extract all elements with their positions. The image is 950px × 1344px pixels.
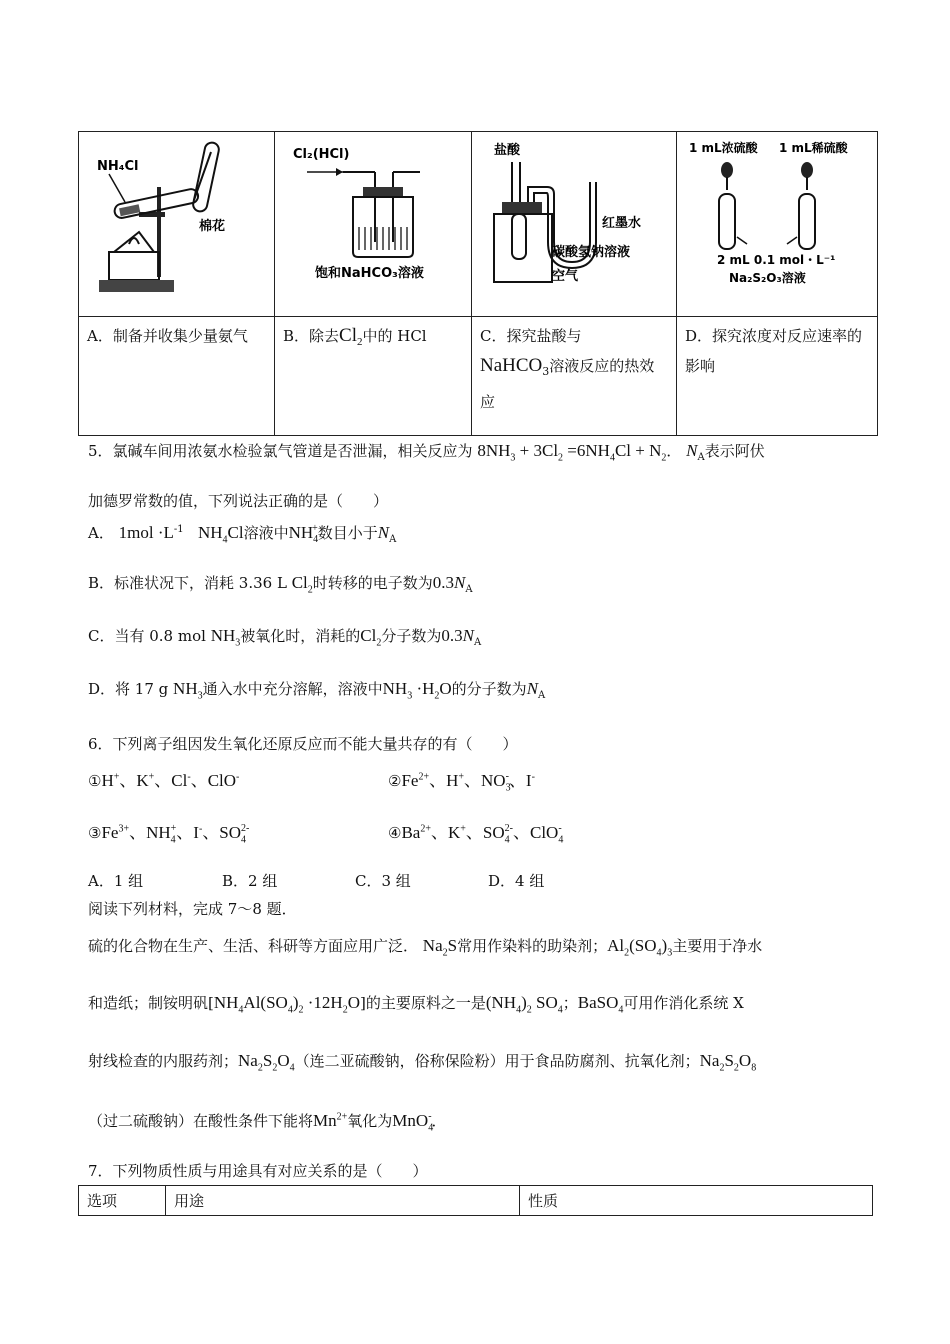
nh4cl-label: NH₄Cl — [97, 159, 139, 174]
cotton-label: 棉花 — [199, 219, 226, 234]
sodium-bicarbonate-label: 碳酸氢钠溶液 — [552, 245, 631, 260]
thiosulfate-label: Na₂S₂O₃溶液 — [729, 271, 806, 285]
red-ink-label: 红墨水 — [602, 216, 642, 231]
gas-washing-diagram — [275, 132, 471, 312]
q6-group-4: $④Ba^{2+}$、K+、$SO_4^{2-}$、ClO$_4$- — [388, 823, 564, 846]
ammonia-preparation-diagram — [79, 132, 274, 312]
apparatus-table — [78, 131, 878, 436]
dilute-acid-label: 1 mL稀硫酸 — [779, 141, 848, 155]
q5-option-d: D．将 17 g $NH_3$通入水中充分溶解，溶液中$NH_3 \cdot H_2O$的分子数为$N_A$ — [88, 679, 546, 702]
material-line-3: 射线检查的内服药剂；$Na_2S_2O_4$（连二亚硫酸钠，俗称保险粉）用于食品防腐剂、抗氧化剂；$Na_2S_2O_8$ — [88, 1051, 757, 1074]
rate-comparison-diagram — [677, 132, 877, 312]
q5-stem: 5．氯碱车间用浓氨水检验氯气管道是否泄漏，相关反应为 $8NH_3 + 3Cl_2 =6NH_4Cl + N_2$． $N_A$表示阿伏 — [88, 441, 765, 464]
material-intro: 阅读下列材料，完成 7～8 题． — [88, 900, 297, 918]
q6-choice-b: B．2 组 — [222, 872, 278, 890]
cl2-hcl-label: Cl₂(HCl) — [293, 147, 350, 162]
amount-label: 2 mL 0.1 mol・L⁻¹ — [717, 253, 836, 267]
q7-table — [78, 1185, 873, 1216]
q7-header-use: 用途 — [166, 1186, 520, 1216]
apparatus-c-image — [472, 132, 677, 317]
q6-choice-a: A．1 组 — [88, 872, 144, 890]
nahco3-solution-label: 饱和NaHCO₃溶液 — [315, 266, 424, 281]
q6-stem: 6．下列离子组因发生氧化还原反应而不能大量共存的有（ ） — [88, 735, 518, 753]
apparatus-d-image — [677, 132, 878, 317]
apparatus-a-caption: A．制备并收集少量氨气 — [79, 317, 275, 436]
q7-header-option: 选项 — [79, 1186, 166, 1216]
q5-stem-cont: 加德罗常数的值，下列说法正确的是（ ） — [88, 492, 389, 510]
q6-choice-d: D．4 组 — [488, 872, 545, 890]
q6-group-3: $③Fe^{3+}$、$NH_4^+$、I-、$SO_4^{2-}$ — [88, 823, 250, 846]
apparatus-d-caption: D．探究浓度对反应速率的影响 — [677, 317, 878, 436]
apparatus-b-caption: B．除去$Cl_2$中的 HCl — [275, 317, 472, 436]
hcl-label: 盐酸 — [494, 143, 521, 158]
q6-group-1: ①H+、K+、Cl-、ClO- — [88, 771, 240, 790]
material-line-2: 和造纸；制铵明矾$[NH_4Al(SO_4)_2 \cdot 12H_2O]$的主要原料之一是$(NH_4)_2$ $SO_4$；BaSO$_4$可用作消化系统 X — [88, 993, 744, 1016]
material-line-4: （过二硫酸钠）在酸性条件下能将$Mn^{2+}$氧化为MnO$_4$-． — [88, 1111, 447, 1134]
apparatus-b-image — [275, 132, 472, 317]
q6-group-2: $②Fe^{2+}$、H+、$NO_3^-$、I- — [388, 771, 535, 794]
q5-option-a: A． $1mol \cdot L^{-1}$ $NH_4Cl$溶液中$NH_4^+$数目小于$N_A$ — [88, 523, 397, 546]
apparatus-c-caption: C．探究盐酸与 NaHCO$_3$溶液反应的热效应 — [472, 317, 677, 436]
q7-table-header — [79, 1186, 873, 1216]
q5-option-b: B．标准状况下，消耗 3.36 L $Cl_2$时转移的电子数为$0.3N_A$ — [88, 573, 473, 596]
q5-option-c: C．当有 0.8 mol $NH_3$被氧化时，消耗的$Cl_2$分子数为$0.3N_A$ — [88, 626, 482, 649]
conc-acid-label: 1 mL浓硫酸 — [689, 141, 758, 155]
apparatus-a-image — [79, 132, 275, 317]
q7-stem: 7．下列物质性质与用途具有对应关系的是（ ） — [88, 1162, 428, 1180]
material-line-1: 硫的化合物在生产、生活、科研等方面应用广泛． $Na_2S$常用作染料的助染剂；$Al_2(SO_4)_3$主要用于净水 — [88, 936, 763, 959]
q6-choice-c: C．3 组 — [355, 872, 411, 890]
q7-header-property: 性质 — [520, 1186, 873, 1216]
heat-effect-diagram — [472, 132, 676, 312]
air-label: 空气 — [552, 269, 579, 284]
